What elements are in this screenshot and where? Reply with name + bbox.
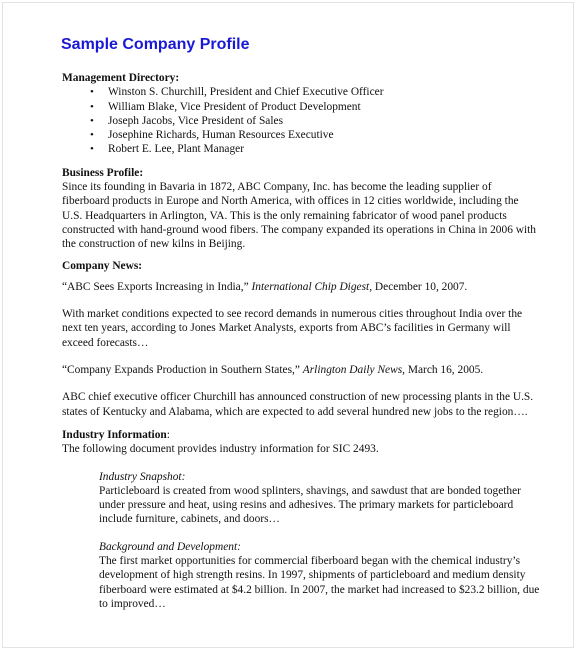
management-heading: Management Directory: bbox=[62, 72, 180, 84]
bullet-icon: • bbox=[90, 143, 94, 156]
snapshot-title: Industry Snapshot: bbox=[99, 470, 186, 483]
business-profile-heading: Business Profile: bbox=[62, 166, 144, 179]
company-news-heading: Company News: bbox=[62, 259, 143, 272]
document-body bbox=[62, 71, 540, 611]
list-item: • Robert E. Lee, Plant Manager bbox=[90, 143, 245, 156]
industry-intro: The following document provides industry information for SIC 2493. bbox=[62, 443, 379, 456]
industry-snapshot bbox=[62, 470, 540, 612]
business-profile-text: Since its founding in Bavaria in 1872, ABC Company, Inc. has become the leading supplier of fiberboard products in Europe and North America, with offices in 12 cities worldwide, including the U.S. Headquarters in Arlington, VA. This is the only remaining fabricator of wood panel products constructed with hand-ground wood fibers. The company expanded its operations in China in 2006 with the construction of new kilns in Beijing. bbox=[62, 181, 536, 251]
bullet-icon: • bbox=[90, 86, 94, 99]
background-title: Background and Development: bbox=[99, 540, 241, 553]
bullet-icon: • bbox=[90, 129, 94, 142]
bullet-icon: • bbox=[90, 100, 94, 113]
page-title: Sample Company Profile bbox=[61, 36, 250, 53]
news-item-2-body: ABC chief executive officer Churchill has announced construction of new processing plants in the U.S. states of Kentucky and Alabama, which are expected to add several hundred new jobs to the region…. bbox=[62, 391, 534, 418]
list-item: • Winston S. Churchill, President and Chief Executive Officer bbox=[90, 86, 384, 99]
document-page bbox=[2, 2, 574, 648]
list-item: • William Blake, Vice President of Product Development bbox=[90, 100, 361, 113]
industry-heading: Industry Information: bbox=[62, 428, 170, 441]
news-item-1-body: With market conditions expected to see record demands in numerous cities throughout India over the next ten years, according to Jones Market Analysts, exports from ABC’s facilities in Germany will exceed forecasts… bbox=[62, 308, 523, 349]
snapshot-text: Particleboard is created from wood splinters, shavings, and sawdust that are bonded together under pressure and heat, using resins and adhesives. The primary markets for particleboard include furniture, cabinets, and doors… bbox=[99, 484, 521, 526]
news-item-1-citation: “ABC Sees Exports Increasing in India,” International Chip Digest, December 10, 2007. bbox=[62, 280, 468, 293]
management-list bbox=[62, 85, 540, 156]
bullet-icon: • bbox=[90, 114, 94, 127]
news-item-2-citation: “Company Expands Production in Southern States,” Arlington Daily News, March 16, 2005. bbox=[62, 364, 484, 377]
list-item: • Joseph Jacobs, Vice President of Sales bbox=[90, 114, 283, 127]
background-text: The first market opportunities for commercial fiberboard began with the chemical industry’s development of high strength resins. In 1997, shipments of particleboard and medium density fiberboard were estimated at $4.2 billion. In 2007, the market had increased to $23.2 billion, due to improved… bbox=[99, 555, 540, 610]
list-item: • Josephine Richards, Human Resources Executive bbox=[90, 129, 334, 142]
